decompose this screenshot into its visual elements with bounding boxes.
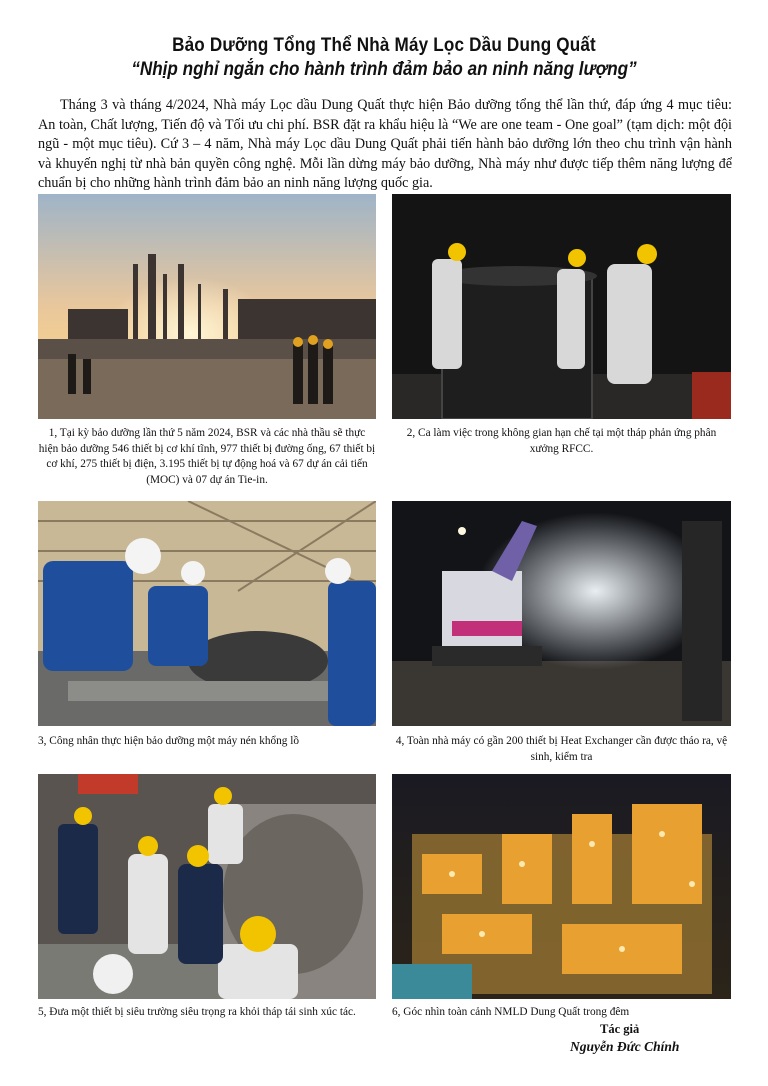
caption-4: 4, Toàn nhà máy có gần 200 thiết bị Heat Exchanger cần được tháo ra, vệ sinh, kiểm tra — [395, 735, 728, 763]
author-label: Tác giả — [600, 1022, 640, 1036]
author-name: Nguyễn Đức Chính — [570, 1039, 680, 1054]
title-block — [0, 34, 768, 82]
photo-compressor — [38, 501, 376, 726]
photo-confined-space — [392, 194, 731, 419]
caption-3: 3, Công nhân thực hiện bảo dưỡng một máy nén khổng lồ — [38, 735, 300, 747]
intro-paragraph: Tháng 3 và tháng 4/2024, Nhà máy Lọc dầu Dung Quất thực hiện Bảo dưỡng tổng thể lần thứ, đáp ứng 4 mục tiêu: An toàn, Chất lượng, Tiến độ và Tối ưu chi phí. BSR đặt ra khẩu hiệu là “We are one team - One goal” (tạm dịch: một đội ngũ - một mục tiêu). Cứ 3 – 4 năm, Nhà máy Lọc dầu Dung Quất phải tiến hành bảo dưỡng lớn theo chu trình vận hành và khuyến nghị từ nhà bản quyền công nghệ. Mỗi lần dừng máy bảo dưỡng, Nhà máy như được tiếp thêm năng lượng để chuẩn bị cho những hành trình đảm bảo an ninh năng lượng quốc gia. — [38, 97, 732, 191]
photo-heat-exchanger — [392, 501, 731, 726]
caption-1: 1, Tại kỳ bảo dưỡng lần thứ 5 năm 2024, BSR và các nhà thầu sẽ thực hiện bảo dưỡng 546 thiết bị cơ khí tĩnh, 977 thiết bị đường ống, 67 thiết bị cơ khí, 275 thiết bị điện, 3.195 thiết bị tự động hoá và 67 dự án cải tiến (MOC) và 07 dự án Tie-in. — [38, 427, 376, 486]
caption-2: 2, Ca làm việc trong không gian hạn chế tại một tháp phản ứng phân xưởng RFCC. — [406, 427, 717, 455]
caption-5: 5, Đưa một thiết bị siêu trường siêu trọng ra khỏi tháp tái sinh xúc tác. — [38, 1006, 356, 1018]
caption-6: 6, Góc nhìn toàn cảnh NMLD Dung Quất trong đêm — [392, 1006, 630, 1018]
photo-catalyst-tower — [38, 774, 376, 999]
page-subtitle: “Nhịp nghỉ ngắn cho hành trình đảm bảo an ninh năng lượng” — [131, 59, 637, 80]
photo-refinery-sunset — [38, 194, 376, 419]
page-title: Bảo Dưỡng Tổng Thể Nhà Máy Lọc Dầu Dung Quất — [172, 35, 596, 56]
photo-refinery-night — [392, 774, 731, 999]
